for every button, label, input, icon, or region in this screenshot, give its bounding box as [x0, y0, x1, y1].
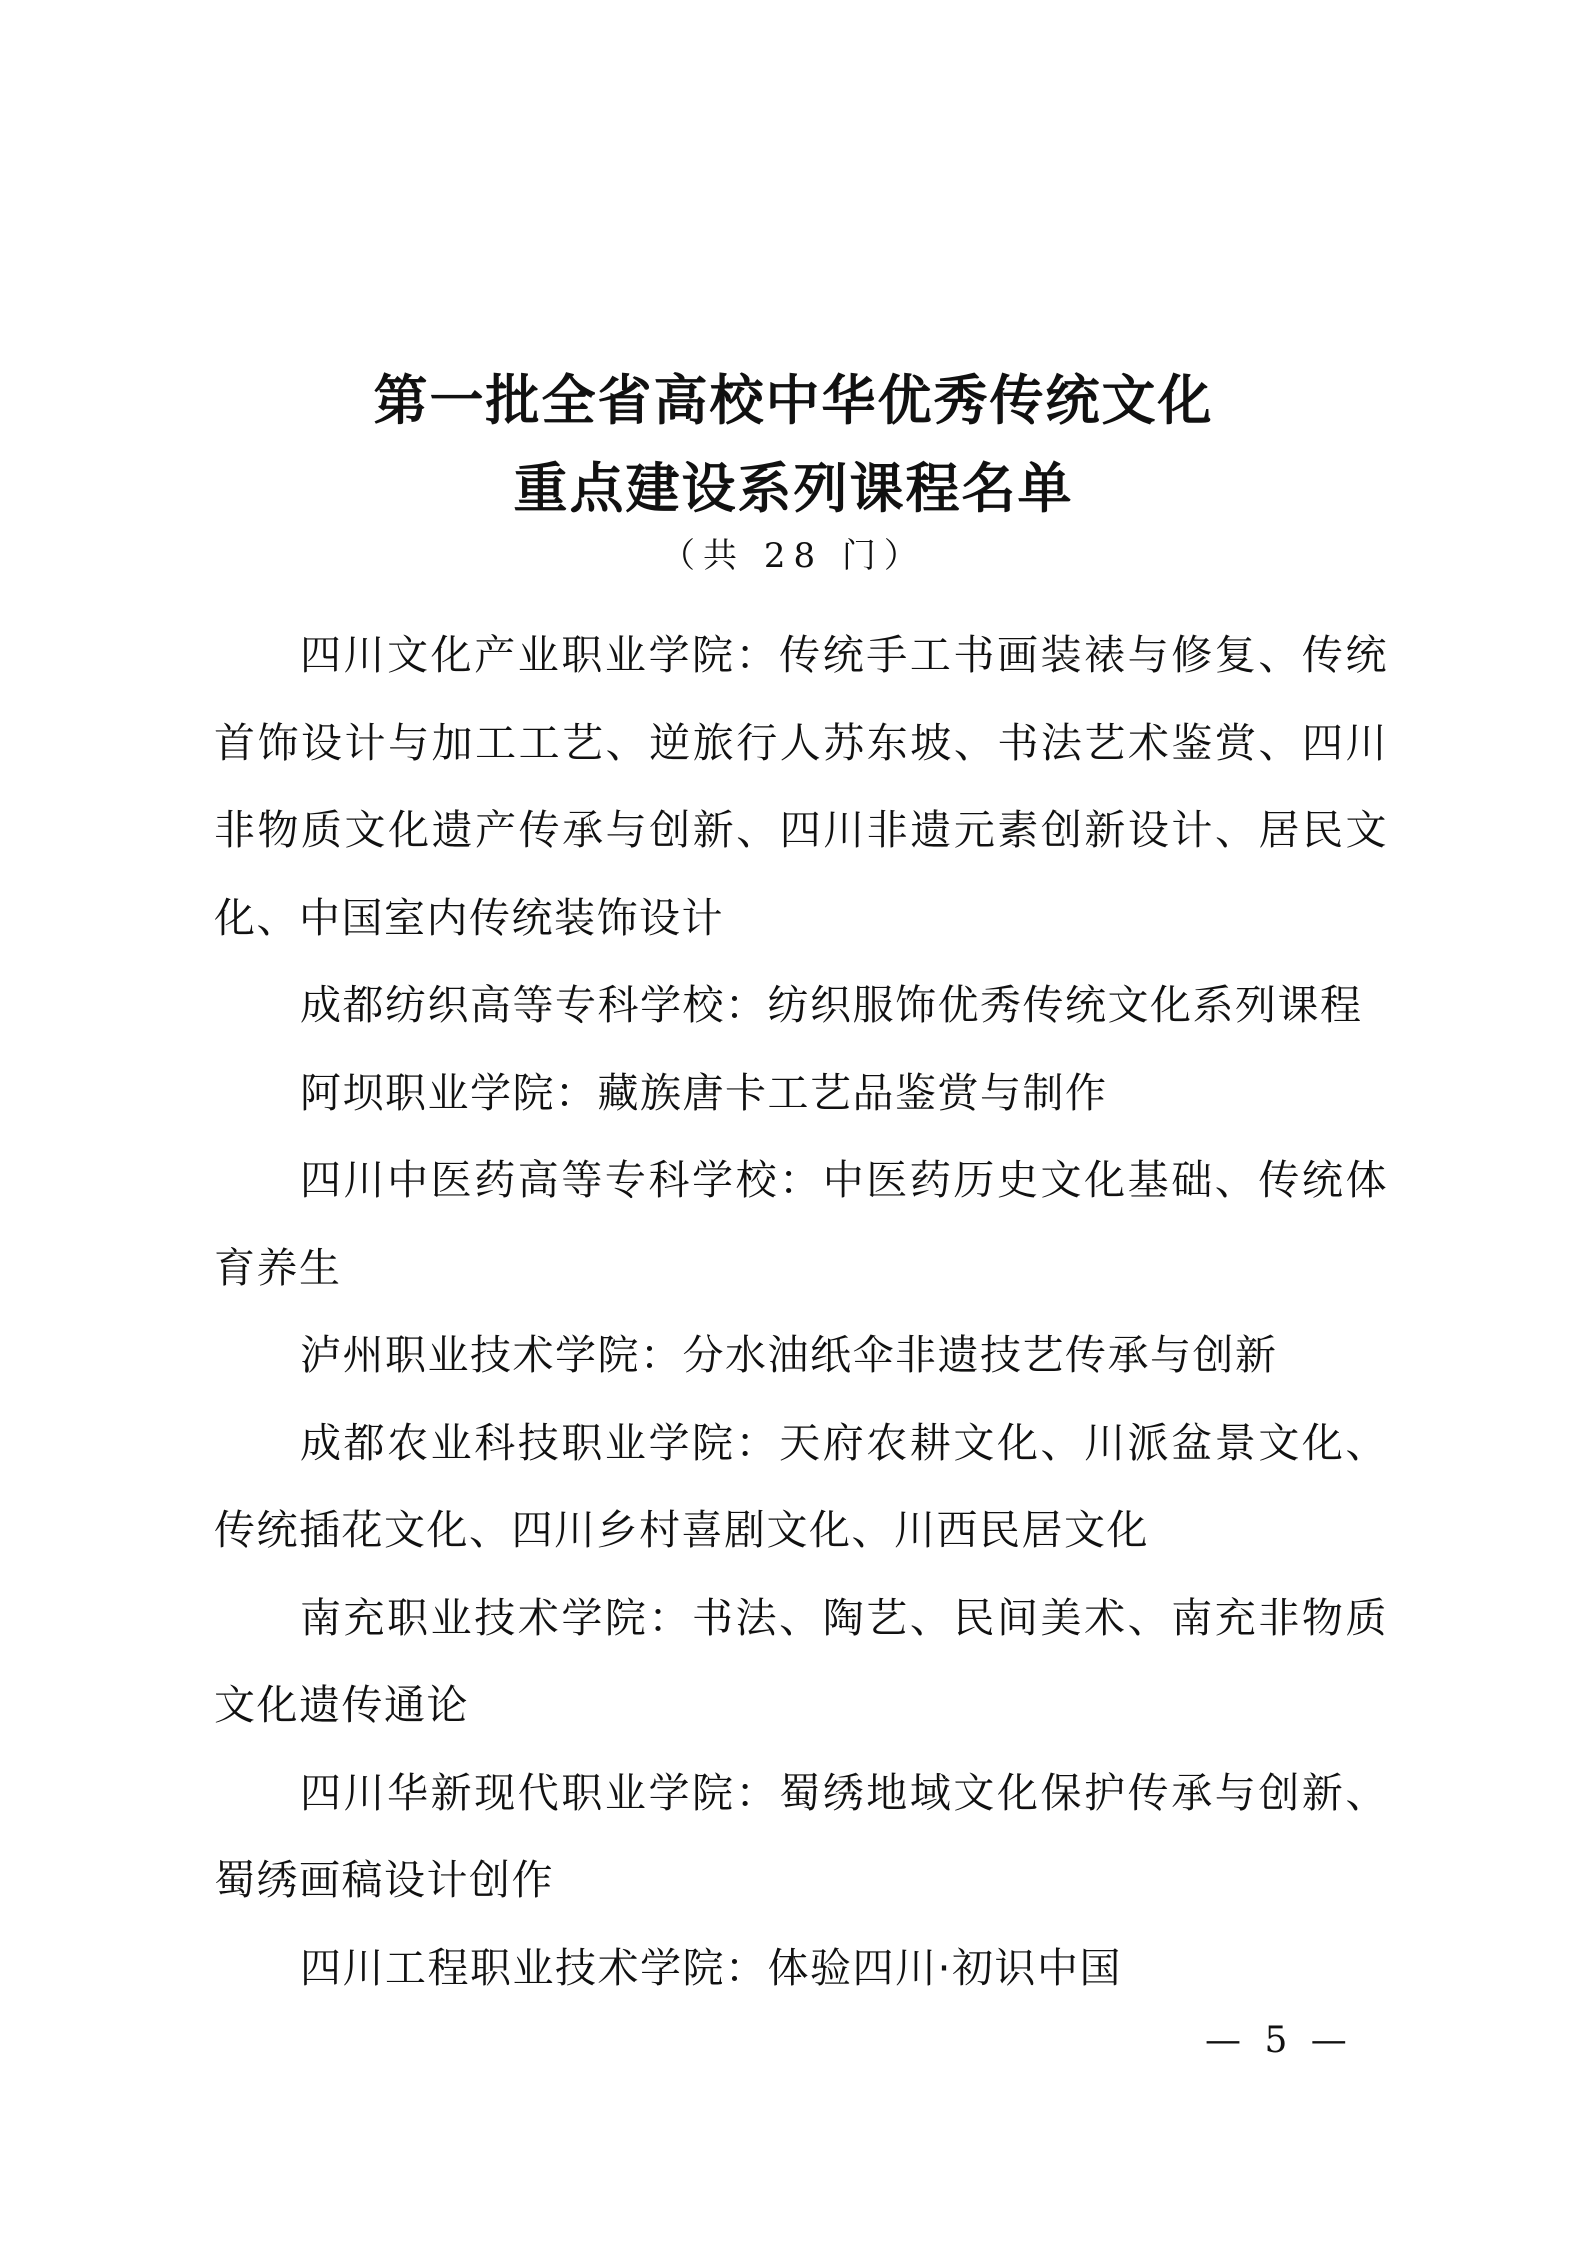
course-entry: 成都农业科技职业学院：天府农耕文化、川派盆景文化、传统插花文化、四川乡村喜剧文化、川西民居文化	[214, 1418, 1388, 1554]
course-list	[214, 612, 1388, 2012]
course-entry: 四川文化产业职业学院：传统手工书画装裱与修复、传统首饰设计与加工工艺、逆旅行人苏东坡、书法艺术鉴赏、四川非物质文化遗产传承与创新、四川非遗元素创新设计、居民文化、中国室内传统装饰设计	[214, 631, 1388, 942]
course-entry: 南充职业技术学院：书法、陶艺、民间美术、南充非物质文化遗传通论	[214, 1593, 1388, 1729]
course-entry: 成都纺织高等专科学校：纺织服饰优秀传统文化系列课程	[300, 981, 1363, 1029]
page-number: — 5 —	[1205, 2020, 1353, 2061]
course-entry: 四川华新现代职业学院：蜀绣地域文化保护传承与创新、蜀绣画稿设计创作	[214, 1768, 1388, 1904]
course-entry: 四川中医药高等专科学校：中医药历史文化基础、传统体育养生	[214, 1156, 1388, 1292]
document-title-line-1: 第一批全省高校中华优秀传统文化	[373, 368, 1214, 432]
course-entry: 四川工程职业技术学院：体验四川·初识中国	[300, 1943, 1123, 1992]
document-title-line-2: 重点建设系列课程名单	[513, 456, 1074, 520]
course-entry: 泸州职业技术学院：分水油纸伞非遗技艺传承与创新	[300, 1331, 1278, 1379]
course-entry: 阿坝职业学院：藏族唐卡工艺品鉴赏与制作	[300, 1068, 1108, 1117]
course-count: （共 28 门）	[661, 536, 926, 576]
